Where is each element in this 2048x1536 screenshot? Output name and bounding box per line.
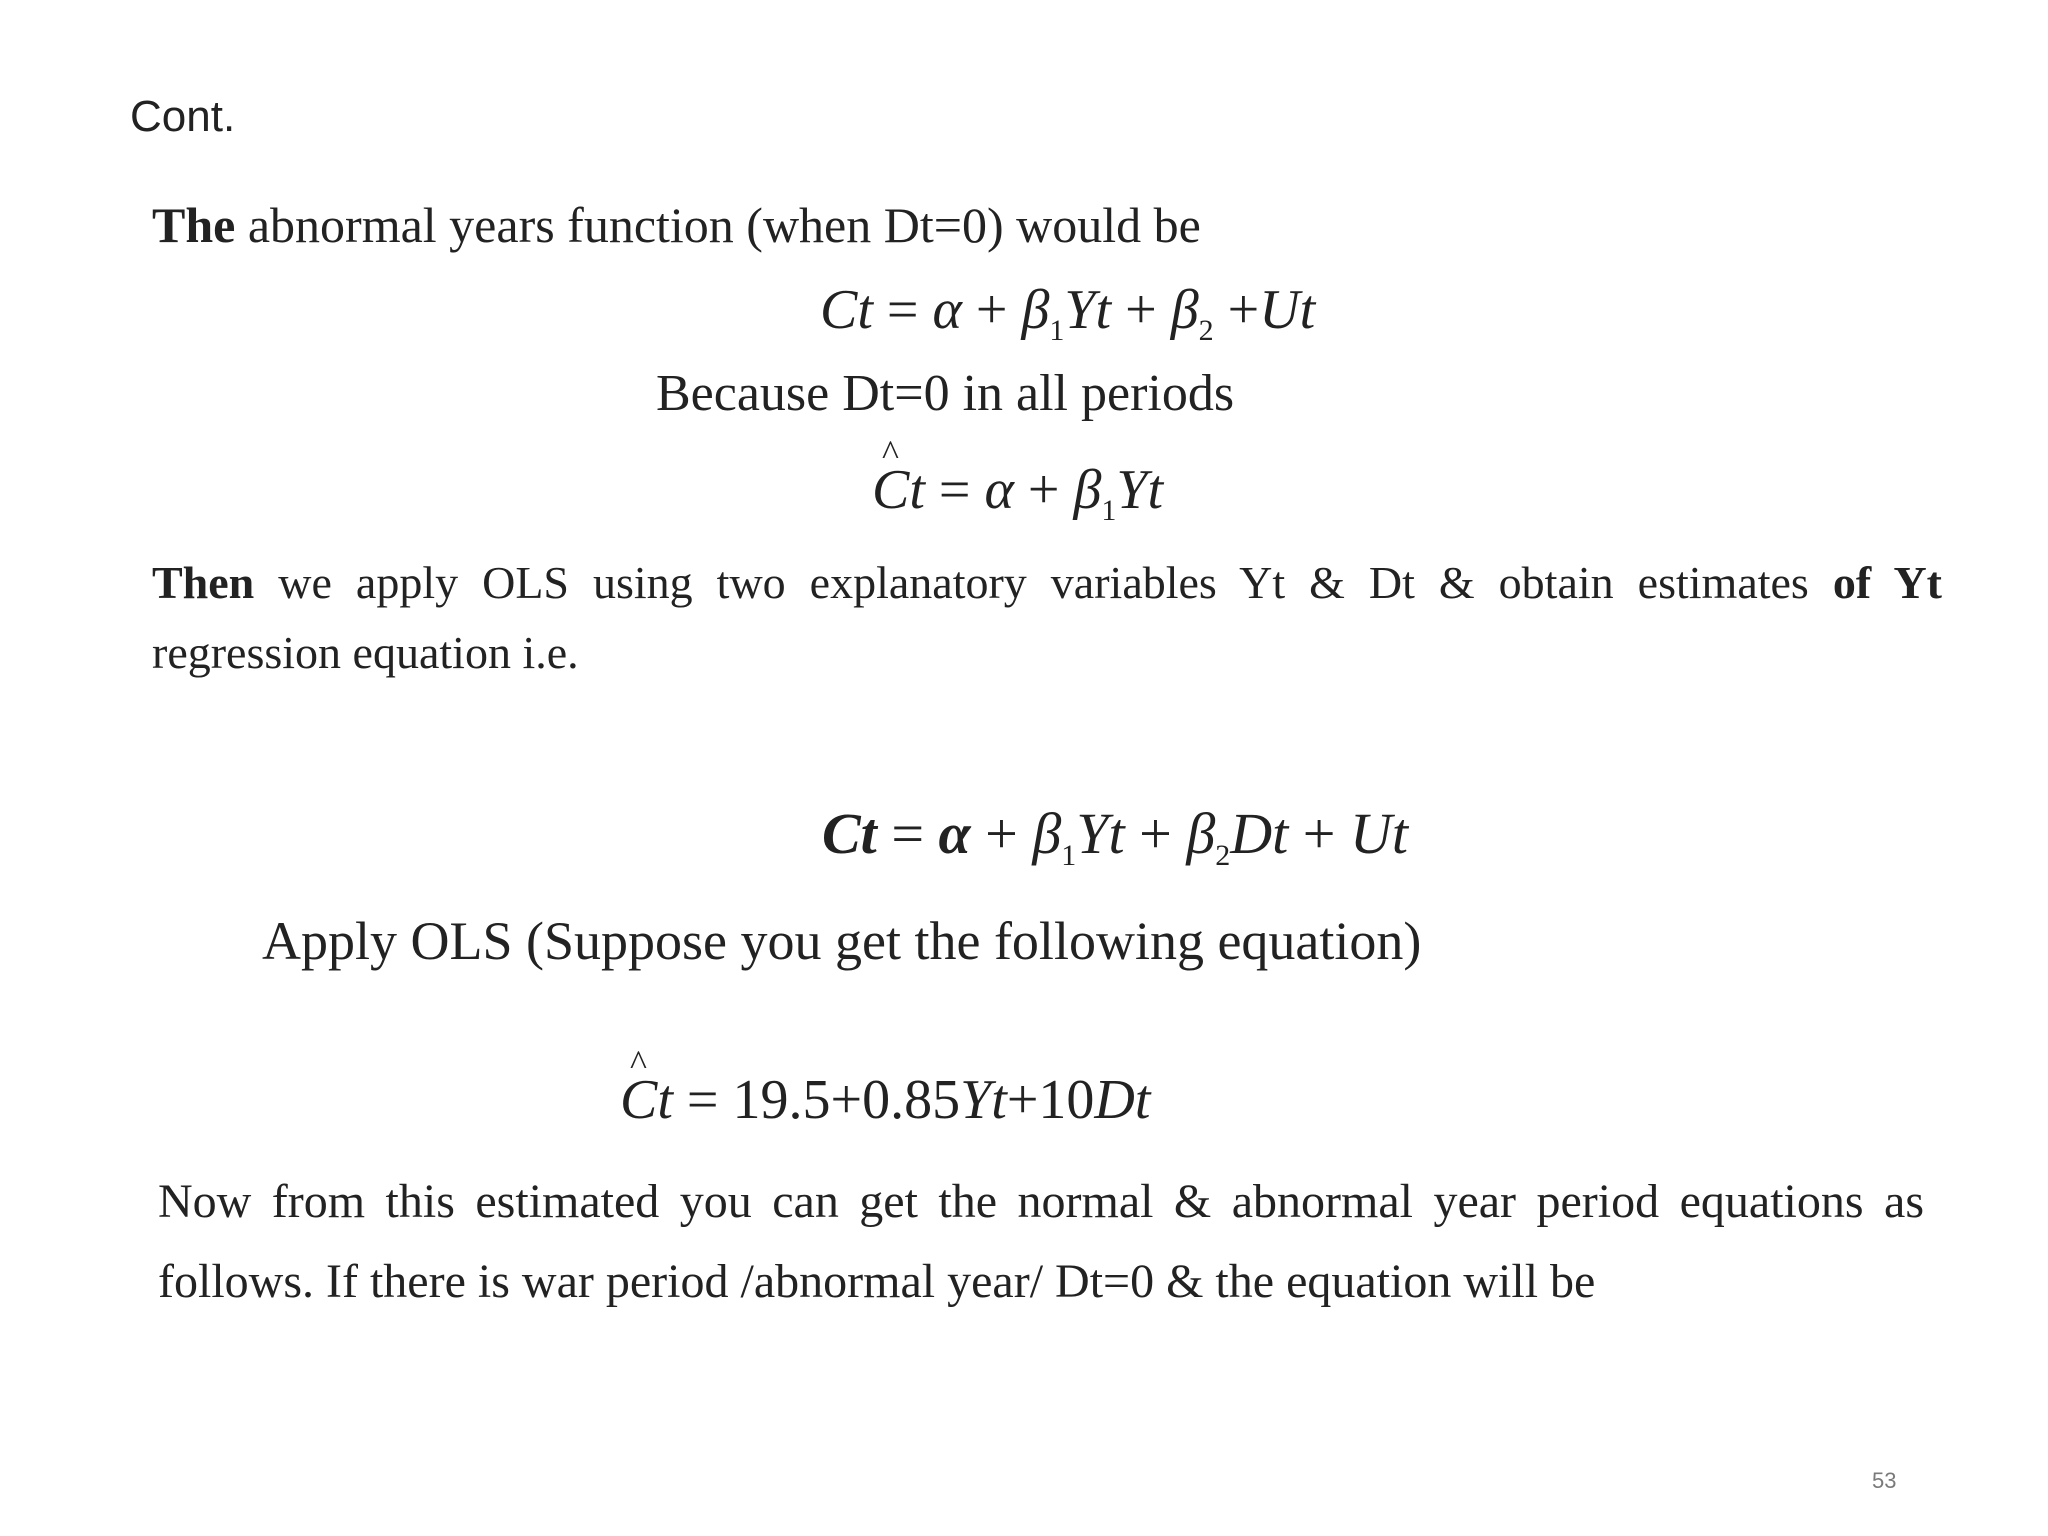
equation-regression [822,800,1408,872]
eq1-var-1: Yt [1064,279,1112,341]
equation-abnormal-full [820,278,1316,347]
eq2-var: Yt [1116,459,1164,521]
eq3-plus-3: + [1302,801,1336,866]
eq1-lhs: Ct [820,279,873,341]
eq4-coef-1: 0.85 [862,1069,961,1131]
eq3-plus-1: + [985,801,1018,866]
eq2-lhs: ^ Ct [872,458,925,522]
eq3-alpha: α [938,801,971,866]
eq3-sub-2: 2 [1215,839,1231,872]
eq3-sub-1: 1 [1061,839,1077,872]
equation-estimated [620,1068,1150,1132]
equation-abnormal-estimate [872,458,1164,527]
now-paragraph: Now from this estimated you can get the normal & abnormal year period equations as follows. If there is war period /abnormal year/ Dt=0 & the equation will be [158,1175,1924,1308]
eq4-const: 19.5 [732,1069,831,1131]
then-lead: Then [152,557,255,608]
then-text: we apply OLS using two explanatory variables Yt & Dt & obtain estimates [278,557,1809,608]
eq1-error: Ut [1259,279,1316,341]
then-tail: of Yt [1832,557,1942,608]
eq1-beta-2: β [1170,279,1199,341]
eq1-plus-3: + [1227,279,1260,341]
eq1-plus-1: + [975,279,1008,341]
eq1-alpha: α [932,279,962,341]
eq2-beta: β [1073,459,1102,521]
eq2-sub: 1 [1101,494,1117,527]
eq1-sub-2: 2 [1198,314,1214,347]
eq4-equals: = [686,1069,719,1131]
eq3-error: Ut [1349,801,1408,866]
eq2-plus: + [1027,459,1060,521]
eq3-plus-2: + [1139,801,1172,866]
eq1-beta-1: β [1021,279,1050,341]
eq2-alpha: α [984,459,1014,521]
eq3-beta-1: β [1032,801,1062,866]
eq3-lhs: Ct [822,801,877,866]
eq3-var-2: Dt [1230,801,1289,866]
eq1-equals: = [886,279,919,341]
eq1-plus-2: + [1125,279,1157,341]
eq3-beta-2: β [1186,801,1216,866]
eq1-sub-1: 1 [1049,314,1065,347]
eq3-equals: = [891,801,925,866]
then-paragraph [152,548,1942,688]
eq4-var-2: Dt [1094,1069,1151,1131]
eq2-equals: = [938,459,971,521]
eq4-plus-1: + [830,1069,863,1131]
eq4-coef-2: 10 [1038,1069,1095,1131]
eq3-var-1: Yt [1076,801,1125,866]
intro-text: abnormal years function (when Dt=0) would be [247,197,1201,253]
apply-ols-line: Apply OLS (Suppose you get the following equation) [262,911,1422,971]
intro-lead: The [152,197,236,253]
slide-title: Cont. [130,92,236,141]
because-line: Because Dt=0 in all periods [656,365,1235,422]
page-number: 53 [1872,1468,1897,1493]
eq4-var-1: Yt [960,1069,1007,1131]
then-text-2: regression equation i.e. [152,627,579,678]
intro-line [152,196,1201,254]
eq4-lhs: ^ Ct [620,1068,673,1132]
eq4-plus-2: + [1006,1069,1039,1131]
